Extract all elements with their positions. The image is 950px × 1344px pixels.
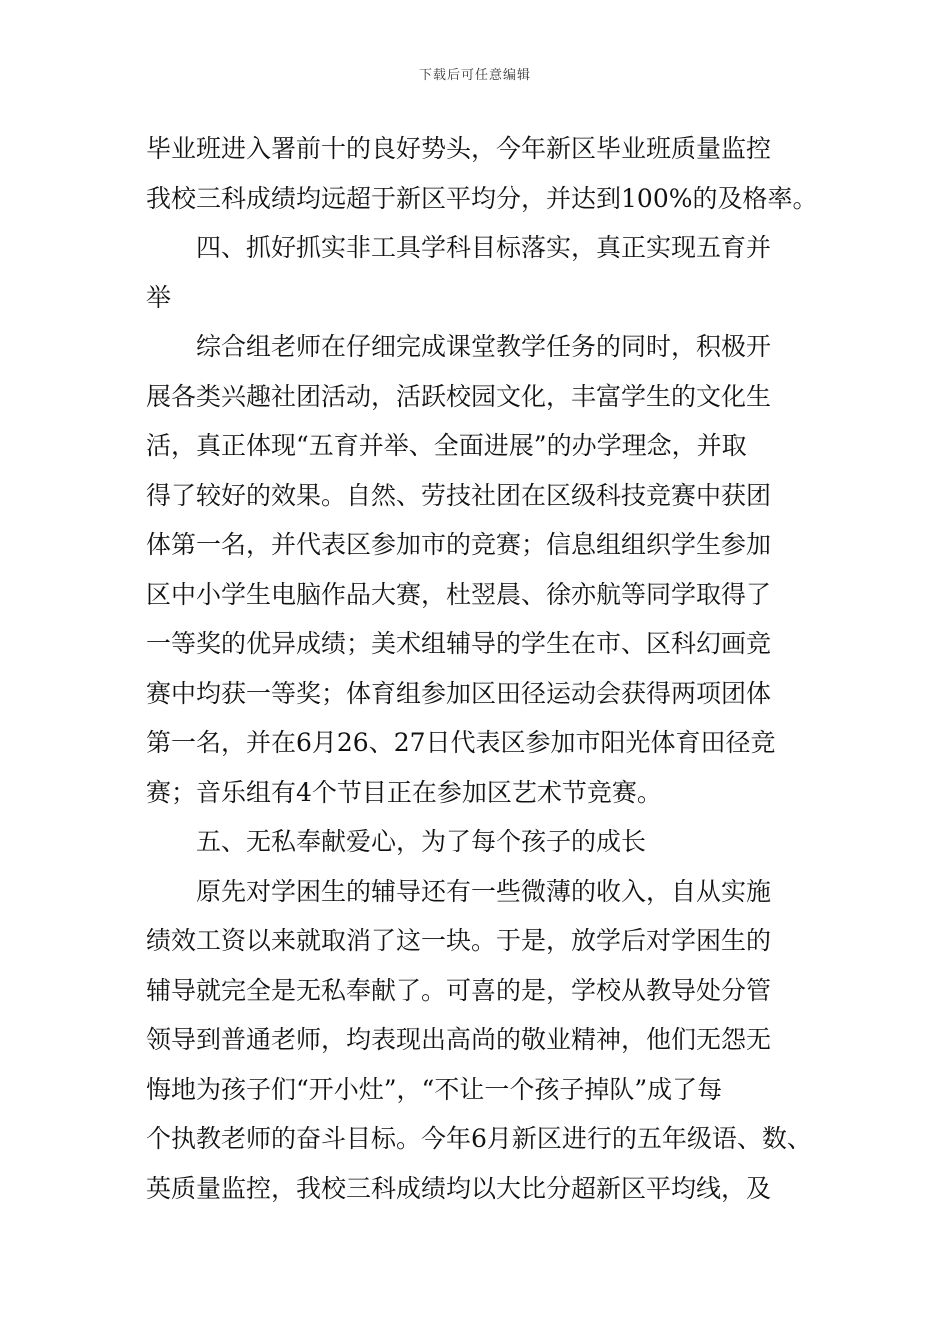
text-line: 五、无私奉献爱心，为了每个孩子的成长 <box>196 827 647 856</box>
text-line: 悔地为孩子们“开小灶”，“不让一个孩子掉队”成了每 <box>146 1074 723 1104</box>
text-line: 一等奖的优异成绩；美术组辅导的学生在市、区科幻画竞 <box>146 629 772 658</box>
document-body <box>146 124 826 1213</box>
page-header: 下载后可任意编辑 <box>418 68 531 83</box>
text-line: 举 <box>146 282 172 312</box>
text-line: 综合组老师在仔细完成课堂教学任务的同时，积极开 <box>196 332 772 361</box>
text-line: 区中小学生电脑作品大赛，杜翌晨、徐亦航等同学取得了 <box>146 579 772 609</box>
text-line: 展各类兴趣社团活动，活跃校园文化，丰富学生的文化生 <box>146 381 772 411</box>
text-line: 四、抓好抓实非工具学科目标落实，真正实现五育并 <box>196 233 772 262</box>
text-line: 活，真正体现“五育并举、全面进展”的办学理念，并取 <box>146 431 747 460</box>
text-line: 个执教老师的奋斗目标。今年6月新区进行的五年级语、数、 <box>146 1124 812 1153</box>
text-line: 体第一名，并代表区参加市的竞赛；信息组组织学生参加 <box>146 530 772 559</box>
text-line: 辅导就完全是无私奉献了。可喜的是，学校从教导处分管 <box>146 975 772 1005</box>
text-line: 绩效工资以来就取消了这一块。于是，放学后对学困生的 <box>146 926 772 955</box>
text-line: 赛；音乐组有4个节目正在参加区艺术节竞赛。 <box>146 777 662 807</box>
text-line: 英质量监控，我校三科成绩均以大比分超新区平均线，及 <box>146 1173 772 1203</box>
text-line: 得了较好的效果。自然、劳技社团在区级科技竞赛中获团 <box>146 480 772 510</box>
text-line: 领导到普通老师，均表现出高尚的敬业精神，他们无怨无 <box>146 1025 772 1054</box>
text-line: 第一名，并在6月26、27日代表区参加市阳光体育田径竞 <box>146 728 776 757</box>
text-line: 毕业班进入署前十的良好势头，今年新区毕业班质量监控 <box>146 134 772 163</box>
text-line: 我校三科成绩均远超于新区平均分，并达到100%的及格率。 <box>146 183 818 213</box>
text-line: 原先对学困生的辅导还有一些微薄的收入，自从实施 <box>196 876 772 906</box>
text-line: 赛中均获一等奖；体育组参加区田径运动会获得两项团体 <box>146 678 772 708</box>
